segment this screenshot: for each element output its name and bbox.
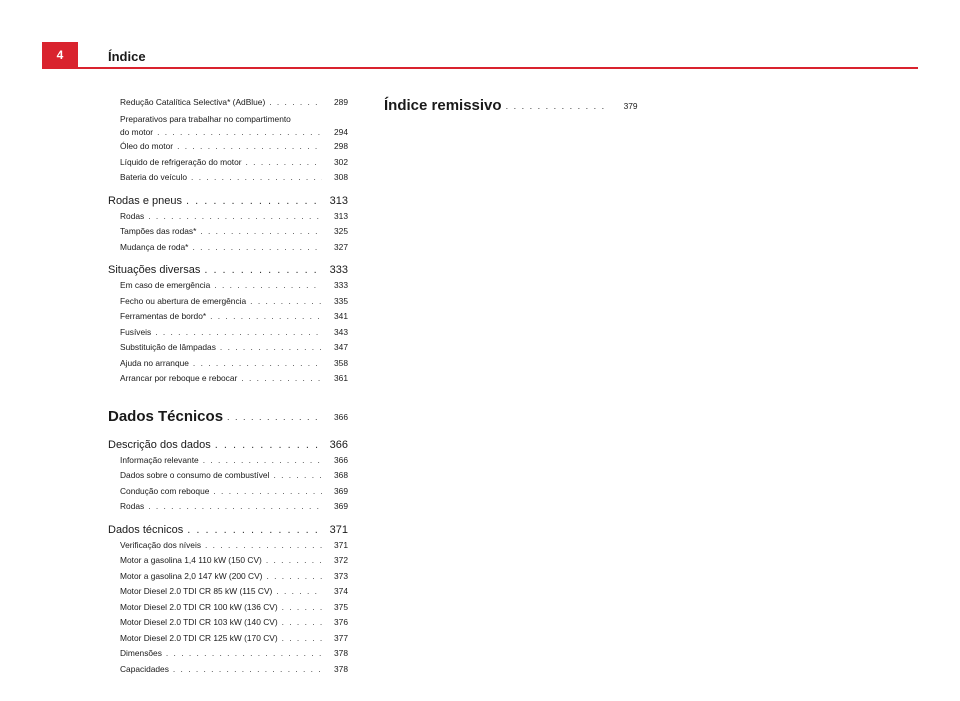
toc-entry-page: 373 — [334, 570, 348, 581]
toc-leader — [203, 455, 322, 465]
toc-entry[interactable] — [108, 455, 348, 471]
toc-entry-label: Motor Diesel 2.0 TDI CR 85 kW (115 CV) — [120, 586, 273, 596]
page-number-tab — [42, 42, 78, 68]
toc-entry[interactable] — [108, 141, 348, 157]
toc-leader — [282, 602, 322, 612]
toc-entry[interactable] — [108, 555, 348, 571]
toc-entry[interactable] — [108, 571, 348, 587]
toc-entry-label: Capacidades — [120, 663, 169, 674]
toc-leader — [266, 555, 322, 565]
toc-leader — [177, 141, 322, 151]
toc-entry-label: Fusíveis — [120, 326, 152, 337]
toc-entry-page: 372 — [334, 555, 348, 565]
page-number: 4 — [56, 48, 64, 62]
toc-entry-label: Redução Catalítica Selectiva* (AdBlue) — [120, 97, 266, 107]
toc-entry-page: 377 — [334, 632, 348, 643]
toc-chapter[interactable] — [108, 404, 348, 430]
toc-leader — [246, 157, 322, 167]
toc-leader — [282, 617, 322, 627]
toc-entry-page: 378 — [334, 663, 348, 674]
toc-entry-page: 289 — [334, 97, 348, 107]
toc-entry-label: Motor Diesel 2.0 TDI CR 103 kW (140 CV) — [120, 617, 278, 627]
toc-entry-label: Motor a gasolina 2,0 147 kW (200 CV) — [120, 570, 263, 581]
toc-leader — [204, 264, 322, 276]
toc-entry-page: 327 — [334, 241, 348, 252]
toc-leader — [213, 486, 322, 496]
toc-entry[interactable] — [108, 226, 348, 242]
toc-entry[interactable] — [108, 648, 348, 664]
toc-entry-page: 298 — [334, 141, 348, 151]
toc-leader — [214, 280, 322, 290]
toc-entry-label-line2: do motor — [120, 126, 154, 137]
toc-entry-label: Informação relevante — [120, 454, 199, 465]
toc-entry-page: 358 — [334, 357, 348, 368]
toc-entry-label: Motor Diesel 2.0 TDI CR 125 kW (170 CV) — [120, 632, 278, 643]
toc-entry-page: 325 — [334, 226, 348, 236]
toc-entry[interactable] — [108, 501, 348, 517]
toc-entry-label: Ajuda no arranque — [120, 357, 189, 368]
toc-chapter-label: Índice remissivo — [384, 97, 502, 114]
toc-entry[interactable] — [108, 664, 348, 680]
toc-leader — [186, 195, 322, 207]
toc-entry-page: 371 — [334, 539, 348, 550]
toc-leader — [266, 571, 322, 581]
toc-entry[interactable] — [108, 373, 348, 389]
toc-entry-label: Arrancar por reboque e rebocar — [120, 373, 238, 383]
toc-entry-label: Rodas — [120, 501, 145, 511]
toc-section-page: 313 — [329, 194, 348, 207]
toc-entry[interactable] — [108, 211, 348, 227]
toc-leader — [192, 242, 322, 252]
toc-entry-page: 294 — [334, 126, 348, 137]
toc-section-label: Descrição dos dados — [108, 438, 211, 451]
toc-chapter-label: Dados Técnicos — [108, 408, 224, 425]
toc-leader — [282, 633, 322, 643]
toc-entry[interactable] — [108, 242, 348, 258]
toc-section-label: Rodas e pneus — [108, 194, 182, 207]
toc-entry-label: Dados sobre o consumo de combustível — [120, 470, 270, 480]
toc-entry-page: 308 — [334, 172, 348, 182]
toc-section-page: 333 — [329, 264, 348, 276]
toc-section-label: Situações diversas — [108, 264, 201, 276]
toc-leader — [148, 501, 322, 511]
toc-section[interactable] — [108, 520, 348, 540]
toc-leader — [506, 101, 606, 111]
toc-entry[interactable] — [108, 97, 348, 113]
toc-leader — [273, 470, 322, 480]
toc-entry-label: Substituição de lâmpadas — [120, 342, 216, 352]
toc-entry-page: 313 — [334, 210, 348, 221]
toc-leader — [276, 586, 322, 596]
toc-chapter-page: 366 — [334, 411, 348, 422]
toc-section[interactable] — [108, 191, 348, 211]
toc-entry-page: 366 — [334, 454, 348, 465]
toc-entry-label: Mudança de roda* — [120, 241, 189, 252]
toc-chapter-page: 379 — [623, 100, 638, 111]
toc-entry-page: 335 — [334, 295, 348, 306]
toc-entry[interactable] — [108, 540, 348, 556]
toc-entry-page: 368 — [334, 470, 348, 480]
toc-entry-page: 347 — [334, 342, 348, 352]
toc-entry[interactable] — [108, 602, 348, 618]
toc-leader — [166, 648, 322, 658]
toc-entry-page: 369 — [334, 485, 348, 496]
toc-entry[interactable] — [108, 342, 348, 358]
toc-leader — [205, 540, 322, 550]
toc-leader — [215, 439, 322, 451]
toc-section-page: 366 — [329, 438, 348, 451]
toc-section[interactable] — [108, 435, 348, 455]
toc-entry-label: Motor Diesel 2.0 TDI CR 100 kW (136 CV) — [120, 601, 278, 612]
toc-section[interactable] — [108, 260, 348, 280]
toc-entry[interactable] — [108, 296, 348, 312]
toc-entry[interactable] — [108, 617, 348, 633]
toc-leader — [148, 211, 322, 221]
toc-left-column — [108, 97, 348, 679]
toc-leader — [187, 524, 322, 536]
toc-entry-label: Bateria do veículo — [120, 172, 188, 182]
toc-entry[interactable] — [108, 358, 348, 374]
toc-entry-page: 333 — [334, 280, 348, 290]
toc-entry[interactable] — [108, 113, 348, 142]
toc-entry-page: 341 — [334, 311, 348, 321]
toc-entry[interactable] — [108, 327, 348, 343]
toc-entry-page: 361 — [334, 373, 348, 383]
toc-entry-label: Em caso de emergência — [120, 280, 211, 290]
toc-leader — [193, 358, 322, 368]
toc-entry[interactable] — [108, 470, 348, 486]
toc-entry-page: 378 — [334, 648, 348, 658]
toc-entry[interactable] — [108, 280, 348, 296]
toc-leader — [250, 296, 322, 306]
toc-entry-page: 375 — [334, 601, 348, 612]
toc-entry-label: Condução com reboque — [120, 485, 210, 496]
toc-entry-page: 374 — [334, 586, 348, 596]
toc-entry-label: Ferramentas de bordo* — [120, 311, 207, 321]
toc-entry[interactable] — [108, 172, 348, 188]
toc-section-label: Dados técnicos — [108, 523, 184, 536]
toc-leader — [173, 664, 322, 674]
toc-entry-label: Líquido de refrigeração do motor — [120, 156, 242, 167]
toc-entry[interactable] — [108, 586, 348, 602]
toc-entry-page: 302 — [334, 156, 348, 167]
toc-entry-label: Rodas — [120, 210, 145, 221]
header-rule — [42, 67, 918, 69]
toc-entry[interactable] — [108, 311, 348, 327]
toc-entry-page: 343 — [334, 326, 348, 337]
toc-leader — [227, 412, 322, 422]
toc-leader — [155, 327, 322, 337]
toc-entry-label: Verificação dos níveis — [120, 539, 202, 550]
toc-entry[interactable] — [108, 633, 348, 649]
page-title: Índice — [108, 49, 146, 64]
toc-leader — [200, 226, 322, 236]
toc-entry[interactable] — [108, 486, 348, 502]
toc-entry-label: Óleo do motor — [120, 141, 174, 151]
toc-entry[interactable] — [108, 157, 348, 173]
toc-right-column — [384, 97, 638, 114]
toc-chapter[interactable] — [384, 97, 638, 114]
toc-leader — [210, 311, 322, 321]
toc-leader — [220, 342, 322, 352]
toc-leader — [157, 126, 322, 139]
toc-section-page: 371 — [329, 523, 348, 536]
toc-entry-label: Tampões das rodas* — [120, 226, 197, 236]
toc-entry-label-line1: Preparativos para trabalhar no compartimento — [120, 113, 291, 124]
toc-leader — [191, 172, 322, 182]
toc-entry-label: Fecho ou abertura de emergência — [120, 295, 247, 306]
toc-entry-page: 369 — [334, 501, 348, 511]
toc-leader — [269, 97, 322, 107]
toc-entry-page: 376 — [334, 617, 348, 627]
toc-entry-label: Motor a gasolina 1,4 110 kW (150 CV) — [120, 555, 262, 565]
toc-leader — [241, 373, 322, 383]
toc-entry-label: Dimensões — [120, 648, 162, 658]
